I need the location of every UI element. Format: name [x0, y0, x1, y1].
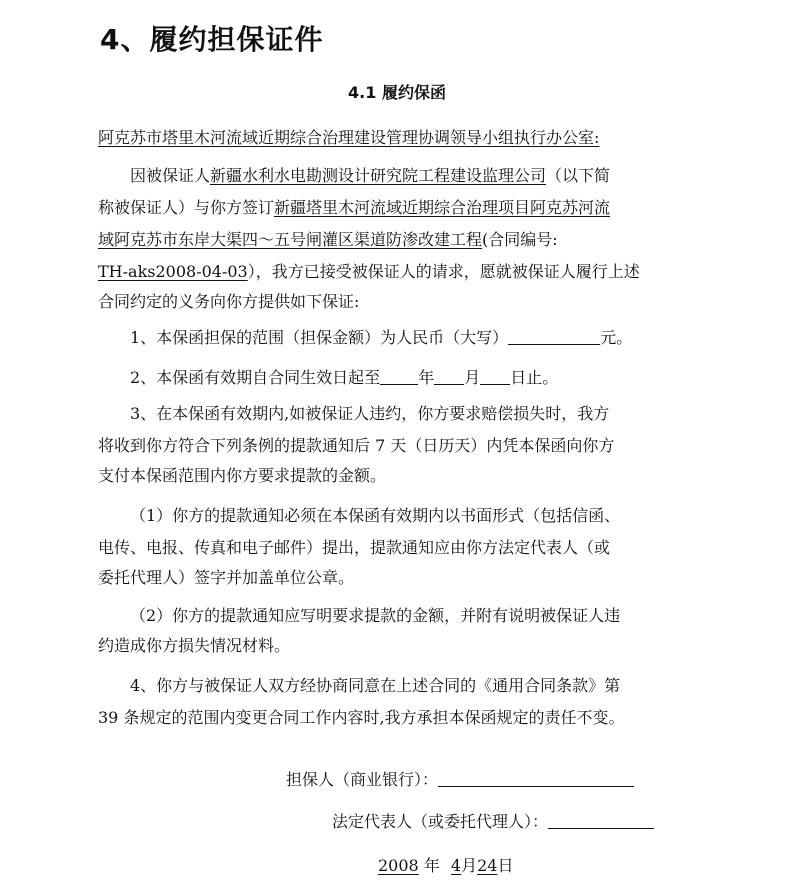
para1-line3: [98, 230, 698, 250]
text: 月: [464, 368, 481, 387]
date-month: 4: [450, 856, 462, 875]
year-blank: [380, 370, 418, 385]
project-name-cont: 域阿克苏市东岸大渠四～五号闸灌区渠道防渗改建工程: [98, 230, 483, 249]
text: 2、本保函有效期自合同生效日起至: [130, 368, 381, 387]
para1-line5: 合同约定的义务向你方提供如下保证:: [98, 292, 360, 311]
sub1-line1: [98, 506, 698, 526]
amount-blank: [508, 330, 600, 345]
text: 3、在本保函有效期内,如被保证人违约，你方要求赔偿损失时，我方: [130, 404, 610, 423]
guarantor-label: 担保人（商业银行）：: [286, 770, 439, 789]
sub2-line2: 约造成你方损失情况材料。: [98, 636, 291, 655]
text: ），我方已接受被保证人的请求，愿就被保证人履行上述: [247, 262, 640, 281]
date-year: 2008: [378, 856, 419, 875]
addressee: [98, 128, 698, 148]
para1-line2: [98, 198, 698, 218]
item2: [98, 368, 698, 388]
representative-signature: [332, 812, 712, 832]
text: （1）你方的提款通知必须在本保函有效期内以书面形式（包括信函、: [130, 506, 621, 525]
item3-line1: [98, 404, 698, 424]
text: 称被保证人）与你方签订: [98, 198, 275, 217]
guarantor-signature: [286, 770, 686, 790]
item3-line3: 支付本保函范围内你方要求提款的金额。: [98, 466, 387, 485]
guaranteed-party: 新疆水利水电勘测设计研究院工程建设监理公司: [210, 166, 547, 185]
date-day-label: 日: [497, 856, 514, 875]
day-blank: [480, 370, 510, 385]
addressee-text: 阿克苏市塔里木河流域近期综合治理建设管理协调领导小组执行办公室:: [98, 128, 600, 147]
item4-line1: [98, 676, 698, 696]
text: 1、本保函担保的范围（担保金额）为人民币（大写）: [130, 328, 509, 347]
text: 因被保证人: [130, 166, 211, 185]
date-year-label: 年: [423, 856, 440, 875]
month-blank: [434, 370, 464, 385]
para1-line1: [98, 166, 698, 186]
date-month-label: 月: [461, 856, 478, 875]
sub1-line2: 电传、电报、传真和电子邮件）提出，提款通知应由你方法定代表人（或: [98, 538, 611, 557]
text: 元。: [600, 328, 633, 347]
text: 年: [418, 368, 435, 387]
project-name: 新疆塔里木河流域近期综合治理项目阿克苏河流: [274, 198, 611, 217]
text: 日止。: [510, 368, 559, 387]
text: （2）你方的提款通知应写明要求提款的金额，并附有说明被保证人违: [130, 606, 621, 625]
item1: [98, 328, 698, 348]
representative-blank: [548, 814, 654, 829]
date-day: 24: [477, 856, 498, 875]
para1-line4: [98, 262, 698, 282]
representative-label: 法定代表人（或委托代理人）：: [332, 812, 549, 831]
text: 4、你方与被保证人双方经协商同意在上述合同的《通用合同条款》第: [130, 676, 621, 695]
contract-number: TH-aks2008-04-03: [98, 262, 248, 281]
section-heading: 4、履约担保证件: [100, 23, 324, 56]
signature-date: [378, 856, 578, 876]
sub1-line3: 委托代理人）签字并加盖单位公章。: [98, 568, 355, 587]
guarantor-blank: [438, 772, 634, 787]
text: （以下简: [546, 166, 611, 185]
text: (合同编号:: [482, 230, 558, 249]
item4-line2: 39 条规定的范围内变更合同工作内容时,我方承担本保函规定的责任不变。: [98, 708, 625, 727]
subsection-heading: 4.1 履约保函: [348, 83, 446, 102]
sub2-line1: [98, 606, 698, 626]
item3-line2: 将收到你方符合下列条例的提款通知后 7 天（日历天）内凭本保函向你方: [98, 436, 615, 455]
